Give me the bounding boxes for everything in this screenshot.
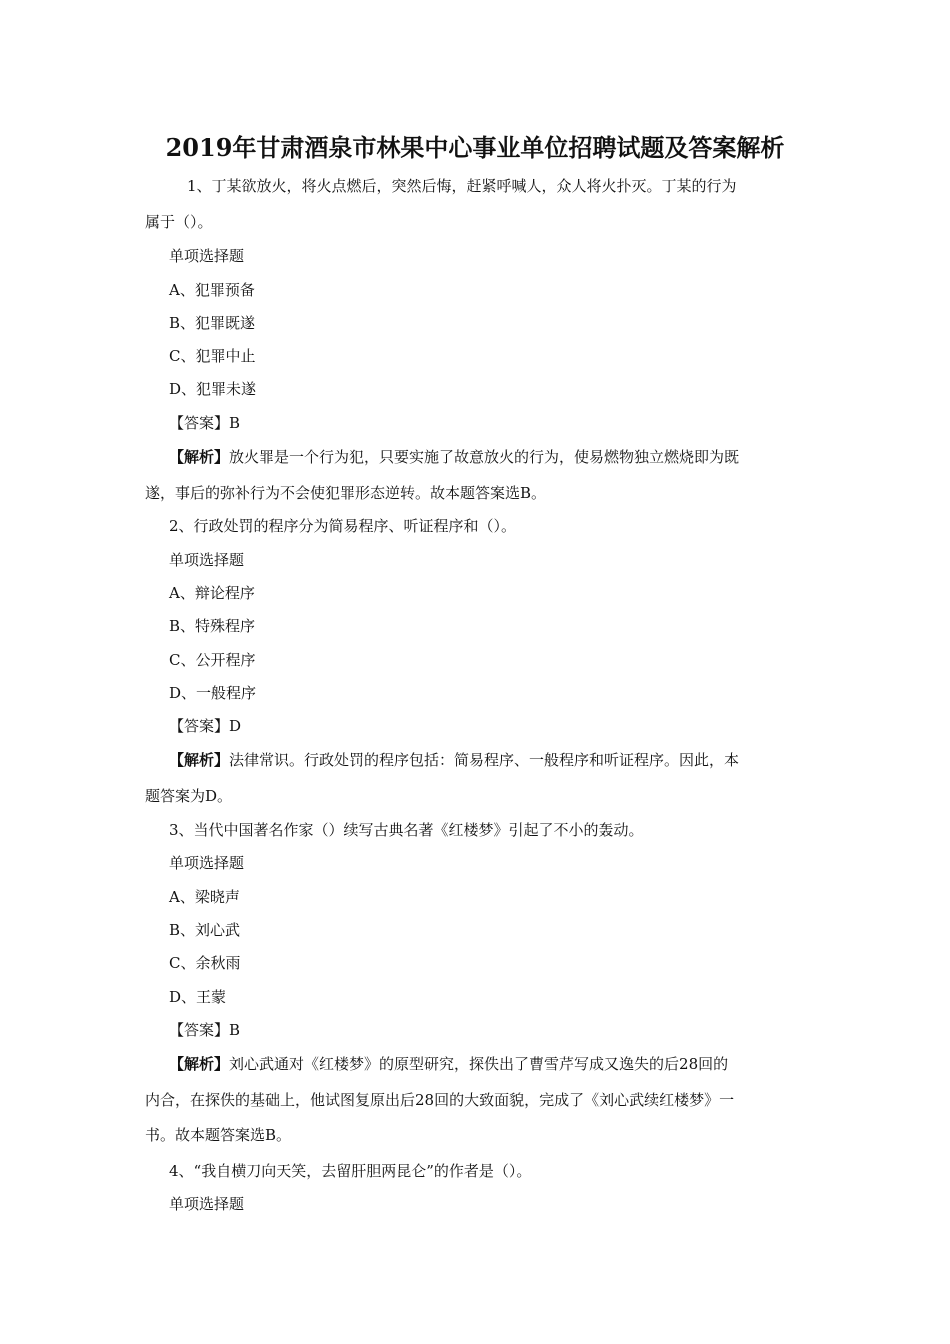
question-4-type: 单项选择题 — [169, 1195, 245, 1213]
question-3-analysis-line-1: 【解析】刘心武通对《红楼梦》的原型研究，探佚出了曹雪芹写成又逸失的后28回的 — [169, 1055, 729, 1073]
question-3-option-a: A、梁晓声 — [169, 888, 240, 906]
question-3-answer: 【答案】B — [169, 1021, 241, 1039]
question-1-option-b: B、犯罪既遂 — [169, 314, 256, 332]
question-2-answer: 【答案】D — [169, 717, 242, 735]
question-2-stem: 2、行政处罚的程序分为简易程序、听证程序和（）。 — [169, 517, 517, 535]
question-1-analysis-line-1: 【解析】放火罪是一个行为犯，只要实施了故意放火的行为，使易燃物独立燃烧即为既 — [169, 448, 740, 466]
page-title: 2019年甘肃酒泉市林果中心事业单位招聘试题及答案解析 — [165, 133, 785, 162]
question-4-stem: 4、“我自横刀向天笑，去留肝胆两昆仑”的作者是（）。 — [169, 1162, 532, 1180]
question-1-analysis-line-2: 遂，事后的弥补行为不会使犯罪形态逆转。故本题答案选B。 — [145, 484, 547, 502]
question-2-option-d: D、一般程序 — [169, 684, 257, 702]
question-1-option-c: C、犯罪中止 — [169, 347, 256, 365]
question-2-analysis-line-2: 题答案为D。 — [145, 787, 233, 805]
question-3-option-c: C、余秋雨 — [169, 954, 241, 972]
question-3-type: 单项选择题 — [169, 854, 245, 872]
question-1-stem-line-1: 1、丁某欲放火，将火点燃后，突然后悔，赶紧呼喊人，众人将火扑灭。丁某的行为 — [187, 177, 737, 195]
question-3-stem: 3、当代中国著名作家（）续写古典名著《红楼梦》引起了不小的轰动。 — [169, 821, 644, 839]
question-3-option-b: B、刘心武 — [169, 921, 241, 939]
question-3-analysis-line-3: 书。故本题答案选B。 — [145, 1126, 292, 1144]
question-2-type: 单项选择题 — [169, 551, 245, 569]
question-1-option-a: A、犯罪预备 — [169, 281, 255, 299]
question-2-option-a: A、辩论程序 — [169, 584, 255, 602]
question-2-option-b: B、特殊程序 — [169, 617, 256, 635]
question-1-option-d: D、犯罪未遂 — [169, 380, 257, 398]
question-2-analysis-line-1: 【解析】法律常识。行政处罚的程序包括：简易程序、一般程序和听证程序。因此，本 — [169, 751, 740, 769]
question-3-analysis-line-2: 内合，在探佚的基础上，他试图复原出后28回的大致面貌，完成了《刘心武续红楼梦》一 — [145, 1091, 735, 1109]
question-3-option-d: D、王蒙 — [169, 988, 227, 1006]
question-1-answer: 【答案】B — [169, 414, 241, 432]
question-2-option-c: C、公开程序 — [169, 651, 256, 669]
question-1-stem-line-2: 属于（）。 — [145, 213, 213, 231]
question-1-type: 单项选择题 — [169, 247, 245, 265]
